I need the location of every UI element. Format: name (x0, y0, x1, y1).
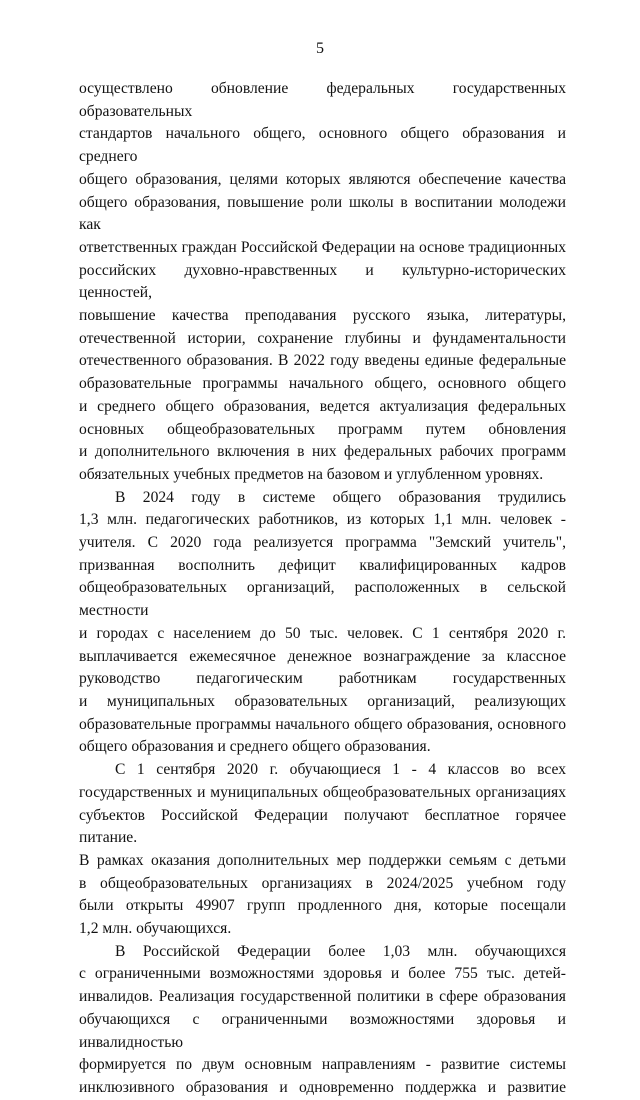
text-line: В рамках оказания дополнительных мер поддержки семьям с детьми (79, 851, 566, 869)
text-line: В Российской Федерации более 1,03 млн. обучающихся (115, 942, 566, 960)
text-line: общего образования и среднего общего образования. (79, 738, 431, 756)
text-line: повышение качества преподавания русского языка, литературы, (79, 307, 566, 325)
text-line: 1,2 млн. обучающихся. (79, 920, 232, 938)
text-line: инклюзивного образования и одновременно поддержка и развитие (79, 1078, 566, 1096)
text-line: выплачивается ежемесячное денежное вознаграждение за классное (79, 647, 566, 665)
paragraph-3 (79, 759, 566, 941)
text-line: формируется по двум основным направлениям - развитие системы (79, 1056, 566, 1074)
text-line: призванная восполнить дефицит квалифицированных кадров (79, 556, 566, 574)
text-line: обучающихся с ограниченными возможностями здоровья и инвалидностью (79, 1010, 566, 1051)
text-line: отечественной истории, сохранение глубины и фундаментальности (79, 329, 566, 347)
text-line: основных общеобразовательных программ путем обновления (79, 420, 566, 438)
text-line: отечественного образования. В 2022 году введены единые федеральные (79, 352, 566, 370)
text-line: 1,3 млн. педагогических работников, из которых 1,1 млн. человек - (79, 511, 566, 529)
text-line: и городах с населением до 50 тыс. человек. С 1 сентября 2020 г. (79, 624, 566, 642)
text-line: субъектов Российской Федерации получают бесплатное горячее питание. (79, 806, 566, 847)
text-line: и дополнительного включения в них федеральных рабочих программ (79, 443, 566, 461)
text-line: стандартов начального общего, основного общего образования и среднего (79, 125, 566, 166)
paragraph-2 (79, 487, 566, 759)
text-line: инвалидов. Реализация государственной политики в сфере образования (79, 988, 566, 1006)
text-line: с ограниченными возможностями здоровья и более 755 тыс. детей- (79, 965, 566, 983)
text-line: В 2024 году в системе общего образования трудились (115, 488, 566, 506)
text-line: обязательных учебных предметов на базовом и углубленном уровнях. (79, 465, 544, 483)
document-body (79, 78, 566, 1100)
text-line: и муниципальных образовательных организаций, реализующих (79, 692, 566, 710)
page-number: 5 (316, 40, 324, 57)
text-line: общего образования, повышение роли школы в воспитании молодежи как (79, 193, 566, 234)
text-line: общего образования, целями которых являются обеспечение качества (79, 170, 566, 188)
text-line: в общеобразовательных организациях в 2024/2025 учебном году (79, 874, 566, 892)
text-line: ответственных граждан Российской Федерации на основе традиционных (79, 238, 566, 256)
text-line: российских духовно-нравственных и культурно-исторических ценностей, (79, 261, 566, 302)
text-line: учителя. С 2020 года реализуется программа "Земский учитель", (79, 534, 566, 552)
text-line: общеобразовательных организаций, расположенных в сельской местности (79, 579, 566, 620)
paragraph-4 (79, 941, 566, 1100)
text-line: образовательные программы начального общего образования, основного (79, 715, 566, 733)
text-line: С 1 сентября 2020 г. обучающиеся 1 - 4 классов во всех (115, 761, 566, 779)
text-line: осуществлено обновление федеральных государственных образовательных (79, 80, 566, 120)
text-line: руководство педагогическим работникам государственных (79, 670, 566, 688)
paragraph-1 (79, 78, 566, 487)
text-line: государственных и муниципальных общеобразовательных организациях (79, 783, 566, 801)
text-line: образовательные программы начального общего, основного общего (79, 375, 566, 393)
text-line: были открыты 49907 групп продленного дня, которые посещали (79, 897, 566, 915)
text-line: и среднего общего образования, ведется актуализация федеральных (79, 397, 566, 415)
